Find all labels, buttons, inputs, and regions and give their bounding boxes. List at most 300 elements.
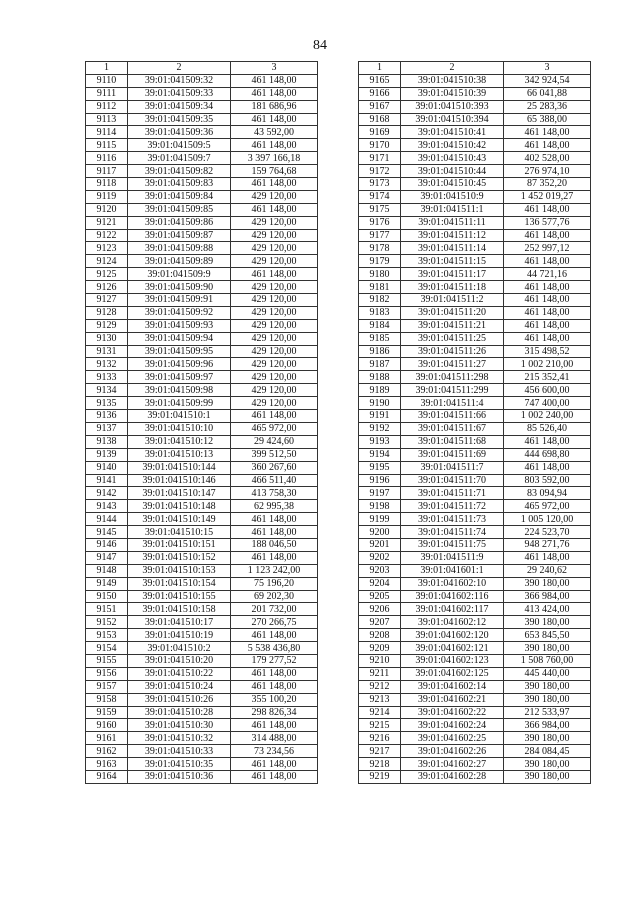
row-number: 9207: [359, 616, 401, 629]
cadastral-value: 224 523,70: [504, 526, 591, 539]
row-number: 9154: [86, 642, 128, 655]
table-row: [86, 113, 318, 126]
table-row: [359, 500, 591, 513]
table-row: [86, 410, 318, 423]
table-row: [359, 706, 591, 719]
table-row: [359, 152, 591, 165]
row-number: 9152: [86, 616, 128, 629]
row-number: 9176: [359, 216, 401, 229]
cadastral-number: 39:01:041511:298: [401, 371, 504, 384]
cadastral-value: 461 148,00: [504, 319, 591, 332]
table-row: [359, 693, 591, 706]
cadastral-number: 39:01:041511:11: [401, 216, 504, 229]
table-row: [86, 358, 318, 371]
cadastral-value: 179 277,52: [231, 654, 318, 667]
row-number: 9175: [359, 203, 401, 216]
right-table: [358, 61, 591, 784]
cadastral-number: 39:01:041510:41: [401, 126, 504, 139]
cadastral-value: 461 148,00: [504, 139, 591, 152]
table-row: [86, 526, 318, 539]
cadastral-number: 39:01:041511:7: [401, 461, 504, 474]
cadastral-number: 39:01:041509:84: [128, 190, 231, 203]
cadastral-number: 39:01:041510:19: [128, 629, 231, 642]
cadastral-value: 429 120,00: [231, 306, 318, 319]
column-header-number: 1: [86, 62, 128, 75]
cadastral-value: 461 148,00: [231, 87, 318, 100]
cadastral-value: 461 148,00: [504, 203, 591, 216]
row-number: 9202: [359, 551, 401, 564]
row-number: 9130: [86, 332, 128, 345]
table-row: [86, 190, 318, 203]
cadastral-value: 456 600,00: [504, 384, 591, 397]
cadastral-value: 136 577,76: [504, 216, 591, 229]
row-number: 9172: [359, 165, 401, 178]
table-row: [359, 268, 591, 281]
row-number: 9135: [86, 397, 128, 410]
cadastral-number: 39:01:041509:89: [128, 255, 231, 268]
cadastral-value: 413 424,00: [504, 603, 591, 616]
row-number: 9180: [359, 268, 401, 281]
cadastral-value: 429 120,00: [231, 190, 318, 203]
cadastral-value: 429 120,00: [231, 281, 318, 294]
table-row: [86, 332, 318, 345]
cadastral-value: 25 283,36: [504, 100, 591, 113]
cadastral-value: 44 721,16: [504, 268, 591, 281]
row-number: 9148: [86, 564, 128, 577]
cadastral-value: 1 452 019,27: [504, 190, 591, 203]
cadastral-value: 429 120,00: [231, 319, 318, 332]
cadastral-value: 201 732,00: [231, 603, 318, 616]
table-row: [86, 255, 318, 268]
cadastral-value: 429 120,00: [231, 294, 318, 307]
cadastral-number: 39:01:041511:68: [401, 435, 504, 448]
cadastral-number: 39:01:041509:90: [128, 281, 231, 294]
table-row: [359, 551, 591, 564]
row-number: 9160: [86, 719, 128, 732]
table-row: [359, 178, 591, 191]
row-number: 9192: [359, 422, 401, 435]
row-number: 9114: [86, 126, 128, 139]
row-number: 9215: [359, 719, 401, 732]
cadastral-number: 39:01:041509:86: [128, 216, 231, 229]
cadastral-number: 39:01:041510:155: [128, 590, 231, 603]
row-number: 9124: [86, 255, 128, 268]
row-number: 9164: [86, 770, 128, 783]
table-row: [359, 74, 591, 87]
row-number: 9183: [359, 306, 401, 319]
cadastral-value: 62 995,38: [231, 500, 318, 513]
cadastral-number: 39:01:041510:32: [128, 732, 231, 745]
row-number: 9189: [359, 384, 401, 397]
row-number: 9112: [86, 100, 128, 113]
table-row: [86, 564, 318, 577]
column-header-number: 1: [359, 62, 401, 75]
cadastral-value: 1 002 210,00: [504, 358, 591, 371]
table-row: [359, 461, 591, 474]
cadastral-value: 653 845,50: [504, 629, 591, 642]
header-row: [359, 62, 591, 75]
cadastral-number: 39:01:041509:32: [128, 74, 231, 87]
row-number: 9195: [359, 461, 401, 474]
table-row: [359, 216, 591, 229]
cadastral-number: 39:01:041601:1: [401, 564, 504, 577]
row-number: 9138: [86, 435, 128, 448]
table-row: [359, 758, 591, 771]
cadastral-number: 39:01:041510:43: [401, 152, 504, 165]
table-row: [359, 513, 591, 526]
row-number: 9115: [86, 139, 128, 152]
cadastral-number: 39:01:041509:93: [128, 319, 231, 332]
cadastral-number: 39:01:041602:28: [401, 770, 504, 783]
cadastral-number: 39:01:041511:71: [401, 487, 504, 500]
row-number: 9129: [86, 319, 128, 332]
table-row: [359, 642, 591, 655]
cadastral-number: 39:01:041510:17: [128, 616, 231, 629]
cadastral-number: 39:01:041602:22: [401, 706, 504, 719]
cadastral-number: 39:01:041510:151: [128, 538, 231, 551]
cadastral-number: 39:01:041510:26: [128, 693, 231, 706]
cadastral-number: 39:01:041510:9: [401, 190, 504, 203]
row-number: 9168: [359, 113, 401, 126]
table-row: [359, 654, 591, 667]
cadastral-value: 355 100,20: [231, 693, 318, 706]
table-row: [359, 719, 591, 732]
row-number: 9174: [359, 190, 401, 203]
table-row: [359, 448, 591, 461]
row-number: 9142: [86, 487, 128, 500]
column-header-value: 3: [231, 62, 318, 75]
row-number: 9150: [86, 590, 128, 603]
column-header-cadastral-number: 2: [401, 62, 504, 75]
row-number: 9198: [359, 500, 401, 513]
cadastral-number: 39:01:041509:97: [128, 371, 231, 384]
cadastral-value: 466 511,40: [231, 474, 318, 487]
cadastral-number: 39:01:041511:14: [401, 242, 504, 255]
cadastral-number: 39:01:041510:393: [401, 100, 504, 113]
cadastral-number: 39:01:041511:1: [401, 203, 504, 216]
row-number: 9217: [359, 745, 401, 758]
table-row: [86, 500, 318, 513]
row-number: 9144: [86, 513, 128, 526]
cadastral-value: 366 984,00: [504, 590, 591, 603]
cadastral-value: 284 084,45: [504, 745, 591, 758]
cadastral-value: 212 533,97: [504, 706, 591, 719]
cadastral-value: 390 180,00: [504, 642, 591, 655]
cadastral-value: 252 997,12: [504, 242, 591, 255]
cadastral-number: 39:01:041510:44: [401, 165, 504, 178]
cadastral-value: 69 202,30: [231, 590, 318, 603]
cadastral-number: 39:01:041602:12: [401, 616, 504, 629]
table-row: [86, 229, 318, 242]
table-row: [86, 371, 318, 384]
cadastral-value: 461 148,00: [231, 551, 318, 564]
row-number: 9167: [359, 100, 401, 113]
header-row: [86, 62, 318, 75]
row-number: 9218: [359, 758, 401, 771]
cadastral-value: 948 271,76: [504, 538, 591, 551]
cadastral-value: 390 180,00: [504, 680, 591, 693]
table-row: [86, 719, 318, 732]
cadastral-value: 314 488,00: [231, 732, 318, 745]
row-number: 9200: [359, 526, 401, 539]
row-number: 9151: [86, 603, 128, 616]
row-number: 9185: [359, 332, 401, 345]
cadastral-value: 43 592,00: [231, 126, 318, 139]
table-row: [86, 294, 318, 307]
cadastral-value: 461 148,00: [231, 629, 318, 642]
cadastral-value: 65 388,00: [504, 113, 591, 126]
cadastral-value: 413 758,30: [231, 487, 318, 500]
row-number: 9119: [86, 190, 128, 203]
row-number: 9133: [86, 371, 128, 384]
row-number: 9208: [359, 629, 401, 642]
cadastral-number: 39:01:041510:42: [401, 139, 504, 152]
cadastral-number: 39:01:041510:13: [128, 448, 231, 461]
table-row: [86, 693, 318, 706]
cadastral-value: 390 180,00: [504, 770, 591, 783]
table-row: [359, 281, 591, 294]
table-row: [86, 577, 318, 590]
cadastral-value: 315 498,52: [504, 345, 591, 358]
cadastral-number: 39:01:041602:21: [401, 693, 504, 706]
table-row: [86, 242, 318, 255]
cadastral-value: 399 512,50: [231, 448, 318, 461]
cadastral-number: 39:01:041602:121: [401, 642, 504, 655]
table-row: [359, 732, 591, 745]
table-row: [86, 152, 318, 165]
cadastral-number: 39:01:041509:96: [128, 358, 231, 371]
cadastral-number: 39:01:041511:4: [401, 397, 504, 410]
row-number: 9121: [86, 216, 128, 229]
cadastral-number: 39:01:041510:149: [128, 513, 231, 526]
cadastral-value: 461 148,00: [231, 74, 318, 87]
row-number: 9178: [359, 242, 401, 255]
cadastral-value: 461 148,00: [231, 203, 318, 216]
cadastral-number: 39:01:041511:21: [401, 319, 504, 332]
cadastral-value: 461 148,00: [504, 306, 591, 319]
table-row: [86, 667, 318, 680]
row-number: 9184: [359, 319, 401, 332]
table-row: [359, 87, 591, 100]
cadastral-number: 39:01:041510:158: [128, 603, 231, 616]
cadastral-number: 39:01:041510:33: [128, 745, 231, 758]
cadastral-number: 39:01:041511:17: [401, 268, 504, 281]
row-number: 9181: [359, 281, 401, 294]
table-row: [359, 487, 591, 500]
cadastral-value: 276 974,10: [504, 165, 591, 178]
table-row: [359, 203, 591, 216]
cadastral-value: 215 352,41: [504, 371, 591, 384]
table-row: [86, 654, 318, 667]
cadastral-number: 39:01:041602:117: [401, 603, 504, 616]
table-row: [86, 126, 318, 139]
row-number: 9117: [86, 165, 128, 178]
cadastral-value: 461 148,00: [504, 461, 591, 474]
cadastral-number: 39:01:041602:10: [401, 577, 504, 590]
row-number: 9161: [86, 732, 128, 745]
row-number: 9166: [359, 87, 401, 100]
table-row: [359, 590, 591, 603]
row-number: 9146: [86, 538, 128, 551]
cadastral-number: 39:01:041509:92: [128, 306, 231, 319]
row-number: 9141: [86, 474, 128, 487]
table-row: [359, 371, 591, 384]
cadastral-value: 390 180,00: [504, 732, 591, 745]
row-number: 9173: [359, 178, 401, 191]
cadastral-value: 461 148,00: [231, 770, 318, 783]
cadastral-number: 39:01:041510:36: [128, 770, 231, 783]
cadastral-number: 39:01:041509:85: [128, 203, 231, 216]
row-number: 9128: [86, 306, 128, 319]
cadastral-number: 39:01:041511:74: [401, 526, 504, 539]
table-row: [359, 538, 591, 551]
row-number: 9214: [359, 706, 401, 719]
row-number: 9206: [359, 603, 401, 616]
cadastral-number: 39:01:041509:33: [128, 87, 231, 100]
table-row: [86, 87, 318, 100]
cadastral-value: 461 148,00: [231, 268, 318, 281]
table-row: [86, 642, 318, 655]
cadastral-value: 461 148,00: [504, 435, 591, 448]
cadastral-number: 39:01:041510:146: [128, 474, 231, 487]
cadastral-number: 39:01:041602:26: [401, 745, 504, 758]
table-row: [86, 758, 318, 771]
table-row: [86, 435, 318, 448]
row-number: 9157: [86, 680, 128, 693]
row-number: 9118: [86, 178, 128, 191]
cadastral-number: 39:01:041510:45: [401, 178, 504, 191]
cadastral-number: 39:01:041511:69: [401, 448, 504, 461]
table-row: [86, 603, 318, 616]
cadastral-number: 39:01:041511:9: [401, 551, 504, 564]
cadastral-value: 465 972,00: [504, 500, 591, 513]
cadastral-number: 39:01:041511:26: [401, 345, 504, 358]
table-row: [359, 113, 591, 126]
row-number: 9125: [86, 268, 128, 281]
table-row: [359, 564, 591, 577]
cadastral-number: 39:01:041509:95: [128, 345, 231, 358]
cadastral-value: 429 120,00: [231, 397, 318, 410]
row-number: 9171: [359, 152, 401, 165]
row-number: 9197: [359, 487, 401, 500]
row-number: 9116: [86, 152, 128, 165]
table-row: [86, 461, 318, 474]
table-row: [359, 332, 591, 345]
table-row: [359, 745, 591, 758]
cadastral-value: 85 526,40: [504, 422, 591, 435]
table-row: [359, 397, 591, 410]
table-row: [86, 538, 318, 551]
table-row: [359, 435, 591, 448]
cadastral-value: 461 148,00: [504, 126, 591, 139]
row-number: 9186: [359, 345, 401, 358]
table-row: [359, 616, 591, 629]
cadastral-value: 159 764,68: [231, 165, 318, 178]
cadastral-number: 39:01:041509:9: [128, 268, 231, 281]
column-header-value: 3: [504, 62, 591, 75]
table-row: [359, 603, 591, 616]
table-row: [86, 732, 318, 745]
cadastral-value: 461 148,00: [231, 113, 318, 126]
table-row: [86, 139, 318, 152]
row-number: 9205: [359, 590, 401, 603]
table-row: [86, 74, 318, 87]
row-number: 9123: [86, 242, 128, 255]
cadastral-number: 39:01:041602:125: [401, 667, 504, 680]
cadastral-number: 39:01:041510:147: [128, 487, 231, 500]
cadastral-number: 39:01:041509:83: [128, 178, 231, 191]
row-number: 9210: [359, 654, 401, 667]
row-number: 9193: [359, 435, 401, 448]
cadastral-number: 39:01:041511:15: [401, 255, 504, 268]
row-number: 9122: [86, 229, 128, 242]
row-number: 9149: [86, 577, 128, 590]
cadastral-number: 39:01:041509:5: [128, 139, 231, 152]
row-number: 9170: [359, 139, 401, 152]
cadastral-value: 461 148,00: [231, 410, 318, 423]
table-row: [86, 165, 318, 178]
cadastral-value: 461 148,00: [231, 526, 318, 539]
cadastral-value: 3 397 166,18: [231, 152, 318, 165]
table-row: [359, 422, 591, 435]
cadastral-number: 39:01:041511:27: [401, 358, 504, 371]
row-number: 9212: [359, 680, 401, 693]
table-row: [86, 745, 318, 758]
cadastral-value: 87 352,20: [504, 178, 591, 191]
cadastral-number: 39:01:041511:20: [401, 306, 504, 319]
cadastral-value: 1 123 242,00: [231, 564, 318, 577]
cadastral-number: 39:01:041510:2: [128, 642, 231, 655]
row-number: 9209: [359, 642, 401, 655]
table-row: [86, 706, 318, 719]
cadastral-value: 461 148,00: [231, 680, 318, 693]
table-row: [86, 422, 318, 435]
cadastral-value: 429 120,00: [231, 242, 318, 255]
cadastral-value: 1 508 760,00: [504, 654, 591, 667]
cadastral-value: 461 148,00: [231, 139, 318, 152]
cadastral-number: 39:01:041510:30: [128, 719, 231, 732]
row-number: 9147: [86, 551, 128, 564]
cadastral-value: 29 240,62: [504, 564, 591, 577]
row-number: 9177: [359, 229, 401, 242]
row-number: 9190: [359, 397, 401, 410]
cadastral-value: 461 148,00: [231, 513, 318, 526]
table-row: [86, 513, 318, 526]
table-row: [359, 306, 591, 319]
cadastral-value: 465 972,00: [231, 422, 318, 435]
row-number: 9110: [86, 74, 128, 87]
cadastral-value: 402 528,00: [504, 152, 591, 165]
cadastral-value: 461 148,00: [504, 229, 591, 242]
cadastral-value: 181 686,96: [231, 100, 318, 113]
row-number: 9158: [86, 693, 128, 706]
cadastral-number: 39:01:041509:94: [128, 332, 231, 345]
cadastral-number: 39:01:041511:70: [401, 474, 504, 487]
page-number: 84: [313, 38, 327, 53]
cadastral-value: 429 120,00: [231, 216, 318, 229]
row-number: 9111: [86, 87, 128, 100]
row-number: 9201: [359, 538, 401, 551]
cadastral-value: 461 148,00: [504, 294, 591, 307]
cadastral-value: 73 234,56: [231, 745, 318, 758]
cadastral-number: 39:01:041511:72: [401, 500, 504, 513]
cadastral-value: 1 005 120,00: [504, 513, 591, 526]
row-number: 9194: [359, 448, 401, 461]
cadastral-number: 39:01:041510:10: [128, 422, 231, 435]
cadastral-value: 83 094,94: [504, 487, 591, 500]
cadastral-value: 390 180,00: [504, 758, 591, 771]
column-header-cadastral-number: 2: [128, 62, 231, 75]
